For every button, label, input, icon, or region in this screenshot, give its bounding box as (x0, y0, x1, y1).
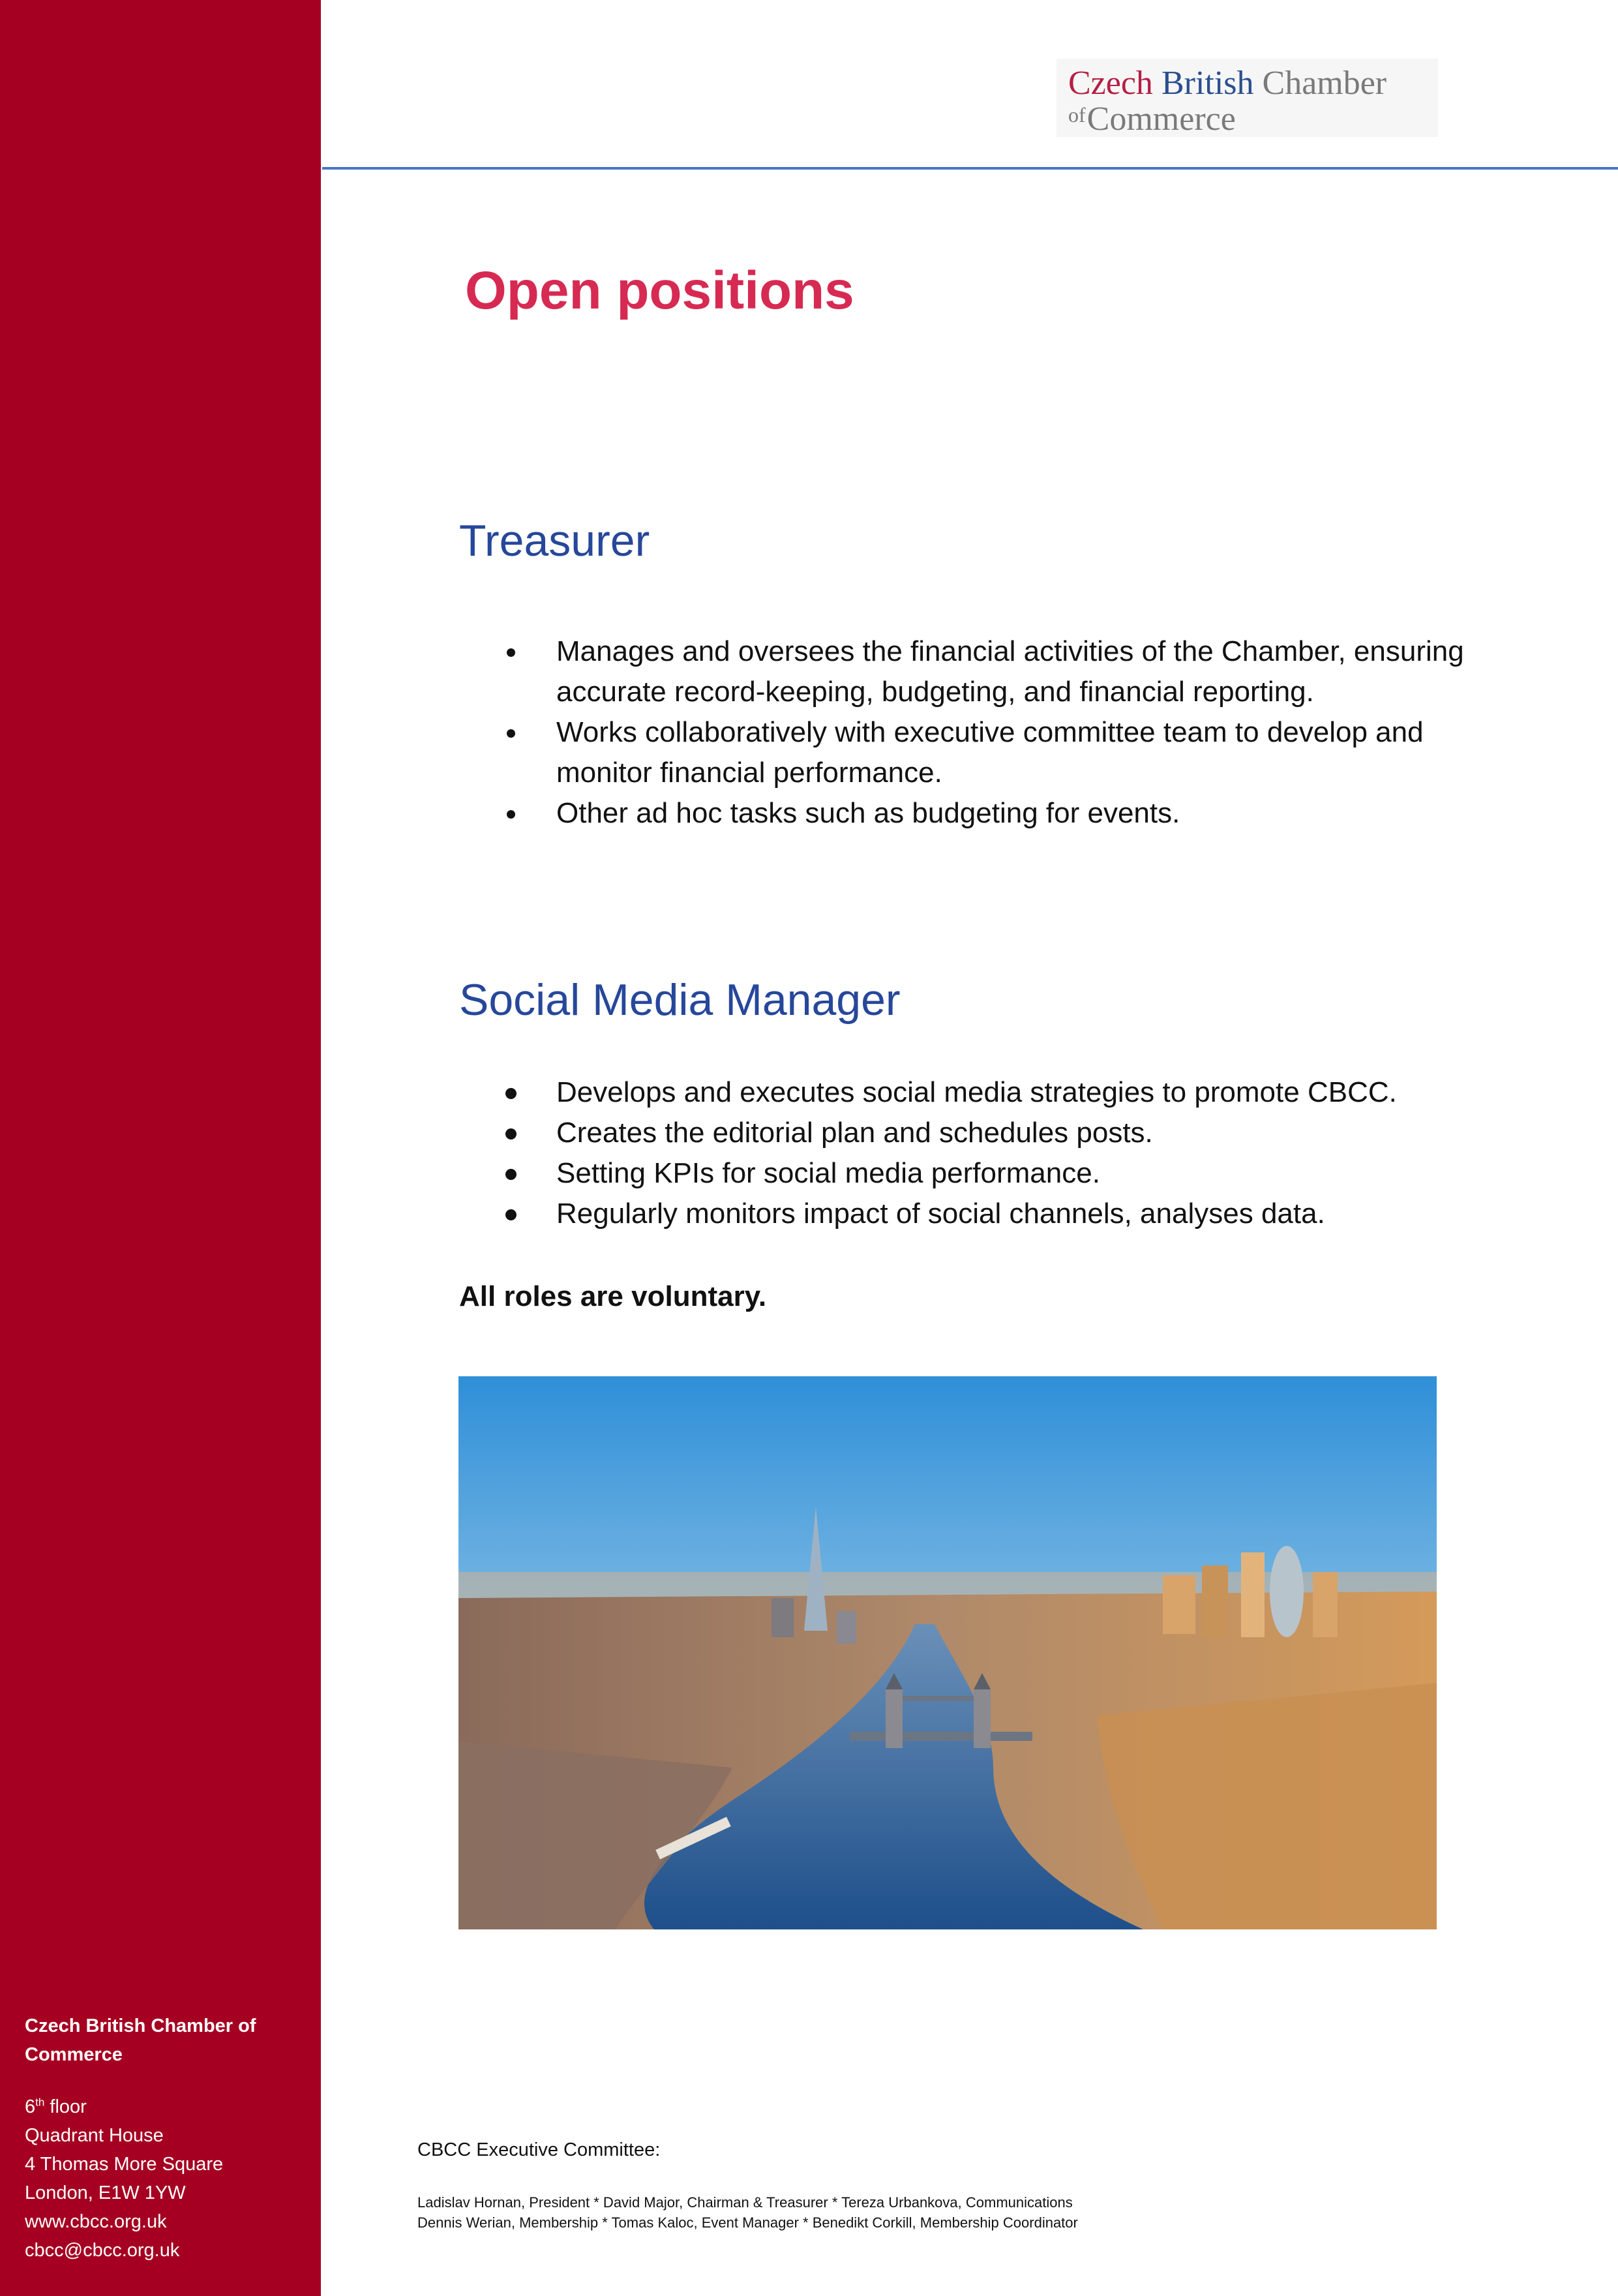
logo-word-czech: Czech (1068, 65, 1153, 102)
list-item: Manages and oversees the financial activities of the Chamber, ensuring accurate record-keeping, budgeting, and financial reporting. (0, 631, 1469, 712)
logo-word-commerce: Commerce (1086, 100, 1236, 138)
bullet-icon (505, 1088, 517, 1099)
logo-word-british: British (1161, 65, 1254, 102)
org-name-line2: Commerce (25, 2044, 123, 2065)
floor-suffix: th (35, 2096, 45, 2109)
page-title: Open positions (465, 261, 854, 320)
list-item: Other ad hoc tasks such as budgeting for events. (0, 793, 1469, 834)
email-link[interactable]: cbcc@cbcc.org.uk (25, 2240, 180, 2261)
header-divider (322, 167, 1618, 170)
address-block (25, 2012, 312, 2263)
committee-members-line1: Ladislav Hornan, President * David Major, Chairman & Treasurer * Tereza Urbankova, Communications (417, 2194, 1073, 2211)
social-media-duties-list (0, 1072, 1469, 1234)
bullet-icon (507, 648, 515, 657)
bullet-icon (505, 1209, 517, 1220)
logo-line2 (1068, 97, 1236, 138)
org-name-line1: Czech British Chamber of (25, 2016, 256, 2036)
bullet-icon (507, 729, 515, 738)
list-item: Develops and executes social media strategies to promote CBCC. (0, 1072, 1469, 1113)
chamber-logo (1056, 59, 1438, 137)
list-item: Works collaboratively with executive committee team to develop and monitor financial performance. (0, 712, 1469, 793)
address-city: London, E1W 1YW (25, 2183, 186, 2203)
floor-number: 6 (25, 2096, 36, 2117)
bullet-icon (505, 1128, 517, 1140)
logo-word-chamber: Chamber (1262, 65, 1387, 102)
list-item: Setting KPIs for social media performance. (0, 1153, 1469, 1194)
committee-members-line2: Dennis Werian, Membership * Tomas Kaloc, Event Manager * Benedikt Corkill, Membership Coordinator (417, 2214, 1078, 2231)
section-heading-social-media-manager: Social Media Manager (459, 975, 901, 1025)
logo-word-of: of (1068, 103, 1086, 127)
london-skyline-photo (458, 1376, 1437, 1929)
committee-heading: CBCC Executive Committee: (417, 2139, 661, 2160)
address-street: 4 Thomas More Square (25, 2154, 224, 2175)
bullet-icon (505, 1169, 517, 1180)
address-floor (25, 2092, 312, 2121)
list-item: Creates the editorial plan and schedules posts. (0, 1113, 1469, 1153)
section-heading-treasurer: Treasurer (459, 516, 650, 566)
website-link[interactable]: www.cbcc.org.uk (25, 2211, 167, 2232)
address-building: Quadrant House (25, 2125, 164, 2146)
list-item: Regularly monitors impact of social channels, analyses data. (0, 1194, 1469, 1234)
treasurer-duties-list (0, 631, 1469, 834)
floor-word: floor (50, 2096, 87, 2117)
bullet-icon (507, 810, 515, 819)
voluntary-roles-note: All roles are voluntary. (459, 1280, 767, 1312)
